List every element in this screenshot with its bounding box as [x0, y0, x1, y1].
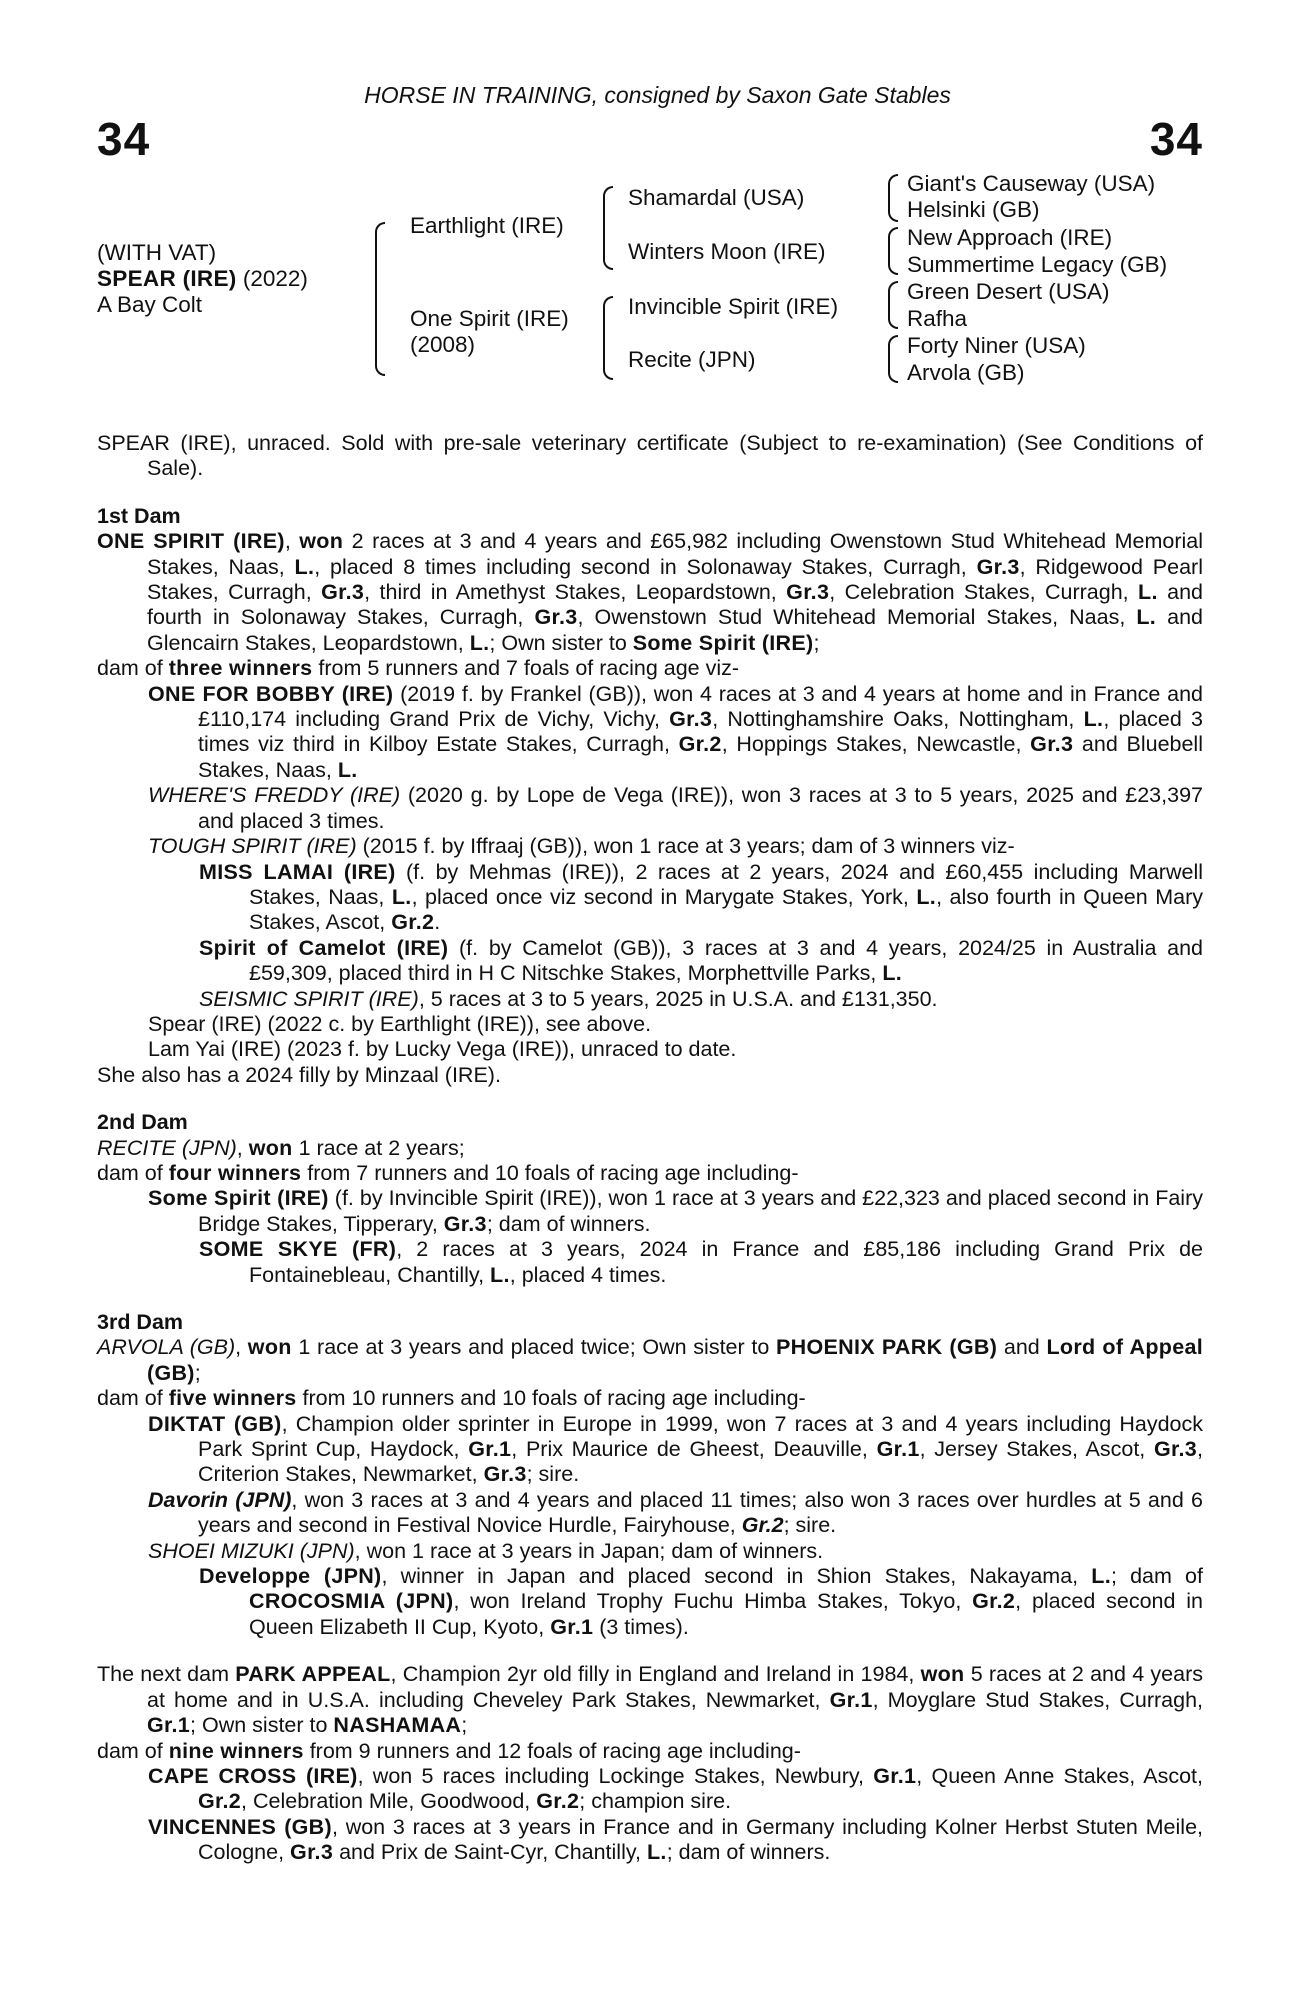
- winners-count: three winners: [168, 656, 313, 681]
- text: (2019 f. by Frankel (GB)), won 4 races at 3 and 4 years at home and in France and £110,174 including Grand Prix de Vichy, Vichy,: [198, 681, 1203, 732]
- gg-5: Green Desert (USA): [907, 279, 1110, 304]
- text: .: [434, 910, 441, 935]
- text: , also fourth in Queen Mary Stakes, Ascot,: [249, 884, 1203, 935]
- next-dam-produce-summary: [97, 1739, 1203, 1764]
- group-badge: Gr.3: [1030, 732, 1074, 757]
- group-badge: Gr.3: [534, 605, 578, 630]
- gg-8: Arvola (GB): [907, 360, 1025, 385]
- horse-name: SPEAR (IRE): [97, 266, 237, 291]
- text: and Bluebell Stakes, Naas,: [198, 732, 1203, 782]
- second-dam-name: RECITE (JPN): [97, 1135, 237, 1160]
- text: dam of: [97, 1160, 169, 1185]
- brace-gg4: [888, 335, 898, 383]
- progeny-name: SHOEI MIZUKI (JPN): [148, 1538, 355, 1563]
- progeny-one-for-bobby: [97, 682, 1203, 784]
- winners-count: five winners: [168, 1386, 297, 1411]
- listed-badge: L.: [916, 884, 937, 909]
- won-label: won: [247, 1335, 292, 1360]
- second-dam-produce-summary: [97, 1161, 1203, 1186]
- horse-description: A Bay Colt: [97, 292, 203, 317]
- third-dam-heading: 3rd Dam: [97, 1310, 184, 1334]
- horse-name-line: [97, 266, 308, 292]
- brace-sire: [603, 186, 613, 270]
- gg-3: New Approach (IRE): [907, 225, 1113, 250]
- listed-badge: L.: [646, 1840, 667, 1865]
- text: , Jersey Stakes, Ascot,: [919, 1437, 1154, 1462]
- text: , third in Amethyst Stakes, Leopardstown,: [364, 580, 787, 605]
- text: ;: [194, 1360, 201, 1385]
- text: (2015 f. by Iffraaj (GB)), won 1 race at 3 years; dam of 3 winners viz-: [356, 834, 1015, 859]
- sibling-name: Lord of Appeal (GB): [147, 1335, 1203, 1385]
- second-dam-heading: 2nd Dam: [97, 1110, 188, 1135]
- group-badge: Gr.2: [741, 1513, 784, 1538]
- text: , won Ireland Trophy Fuchu Himba Stakes, Tokyo,: [453, 1589, 973, 1614]
- progeny-name: ONE FOR BOBBY (IRE): [148, 681, 394, 706]
- first-dam-produce-summary: [97, 656, 1203, 681]
- text: , Champion older sprinter in Europe in 1999, won 7 races at 3 and 4 years including Haydock Park Sprint Cup, Haydock,: [198, 1411, 1203, 1462]
- text: , 5 races at 3 to 5 years, 2025 in U.S.A. and £131,350.: [418, 986, 938, 1011]
- text: (f. by Camelot (GB)), 3 races at 3 and 4 years, 2024/25 in Australia and £59,309, placed third in H C Nitschke Stakes, Morphettville Parks,: [249, 935, 1203, 986]
- group-badge: Gr.2: [198, 1789, 242, 1814]
- progeny-name: TOUGH SPIRIT (IRE): [148, 834, 357, 859]
- listed-badge: L.: [294, 554, 315, 579]
- lot-number-right: 34: [1149, 113, 1203, 165]
- progeny-davorin: [97, 1488, 1203, 1539]
- third-dam-produce-summary: [97, 1386, 1203, 1411]
- listed-badge: L.: [1083, 707, 1104, 732]
- gg-6: Rafha: [907, 306, 968, 331]
- text: The next dam: [97, 1662, 236, 1687]
- text: ;: [813, 630, 820, 655]
- text: 5 races at 2 and 4 years at home and in U.S.A. including Cheveley Park Stakes, Newmarket,: [147, 1662, 1203, 1712]
- dam-year: (2008): [410, 332, 476, 357]
- listed-badge: L.: [882, 961, 903, 986]
- progeny-vincennes: [97, 1815, 1203, 1866]
- gg-2: Helsinki (GB): [907, 197, 1040, 222]
- progeny-name: SOME SKYE (FR): [199, 1237, 397, 1262]
- text: , Celebration Stakes, Curragh,: [829, 580, 1139, 605]
- text: , placed 3 times viz third in Kilboy Estate Stakes, Curragh,: [198, 707, 1203, 757]
- text: dam of: [97, 1738, 169, 1763]
- dam-dam: Recite (JPN): [628, 347, 756, 372]
- text: , Prix Maurice de Gheest, Deauville,: [511, 1437, 877, 1462]
- text: , placed 8 times including second in Solonaway Stakes, Curragh,: [314, 554, 977, 579]
- group-badge: Gr.3: [669, 707, 713, 732]
- brace-gg2: [888, 227, 898, 275]
- grandprogeny-seismic-spirit: [97, 987, 1203, 1012]
- text: , won 1 race at 3 years in Japan; dam of winners.: [354, 1538, 824, 1563]
- group-badge: Gr.3: [483, 1462, 527, 1487]
- group-badge: Gr.2: [536, 1789, 580, 1814]
- brace-gg3: [888, 281, 898, 329]
- text: (f. by Invincible Spirit (IRE)), won 1 race at 3 years and £22,323 and placed second in Fairy Bridge Stakes, Tipperary,: [198, 1186, 1203, 1236]
- gg-1: Giant's Causeway (USA): [907, 171, 1156, 196]
- text: ; Own sister to: [190, 1713, 334, 1738]
- horse-year: (2022): [242, 266, 308, 291]
- text: , Champion 2yr old filly in England and Ireland in 1984,: [390, 1662, 921, 1687]
- consignor-header: HORSE IN TRAINING, consigned by Saxon Gate Stables: [364, 82, 951, 108]
- text: , Ridgewood Pearl Stakes, Curragh,: [147, 554, 1203, 605]
- grandprogeny-some-skye: [97, 1237, 1203, 1288]
- group-badge: Gr.1: [147, 1713, 191, 1738]
- text: and: [997, 1335, 1047, 1360]
- text: , winner in Japan and placed second in Shion Stakes, Nakayama,: [381, 1564, 1092, 1589]
- sire-dam: Winters Moon (IRE): [628, 239, 826, 264]
- text: ; dam of: [1111, 1564, 1203, 1589]
- first-dam-paragraph: ONE SPIRIT (IRE), won 2 races at 3 and 4 years and £65,982 including Owenstown Stud Whitehead Memorial Stakes, Naas, L., placed 8 times including second in Solonaway Stakes, Curragh, Gr.3, Ridgewood Pearl Stakes, Curragh, Gr.3, third in Amethyst Stakes, Leopardstown, Gr.3, Celebration Stakes, Curragh, L. and fourth in Solonaway Stakes, Curragh, Gr.3, Owenstown Stud Whitehead Memorial Stakes, Naas, L. and Glencairn Stakes, Leopardstown, L.; Own sister to Some Spirit (IRE);: [97, 529, 1204, 655]
- group-badge: Gr.1: [550, 1614, 594, 1639]
- text: ; dam of winners.: [666, 1840, 831, 1865]
- text: ; sire.: [526, 1462, 580, 1487]
- first-dam-name: ONE SPIRIT (IRE): [97, 529, 285, 554]
- third-dam-paragraph: ARVOLA (GB), won 1 race at 3 years and placed twice; Own sister to PHOENIX PARK (GB) and Lord of Appeal (GB);: [97, 1335, 1203, 1385]
- text: (2020 g. by Lope de Vega (IRE)), won 3 races at 3 to 5 years, 2025 and £23,397 and placed 3 times.: [198, 783, 1203, 833]
- listed-badge: L.: [391, 884, 412, 909]
- text: , Criterion Stakes, Newmarket,: [198, 1437, 1203, 1487]
- dam-sire: Invincible Spirit (IRE): [628, 294, 839, 319]
- text: ; sire.: [783, 1513, 837, 1538]
- dam: One Spirit (IRE): [410, 306, 569, 331]
- progeny-name: Some Spirit (IRE): [148, 1186, 329, 1211]
- progeny-name: CAPE CROSS (IRE): [148, 1763, 358, 1788]
- text: , Celebration Mile, Goodwood,: [241, 1789, 537, 1814]
- lot-number-left: 34: [97, 113, 151, 165]
- text: from 9 runners and 12 foals of racing age including-: [303, 1738, 801, 1763]
- progeny-name: VINCENNES (GB): [148, 1814, 332, 1839]
- text: ;: [461, 1713, 468, 1738]
- brace-gg1: [888, 174, 898, 222]
- progeny-name: WHERE'S FREDDY (IRE): [148, 783, 401, 808]
- group-badge: Gr.3: [290, 1840, 334, 1865]
- progeny-name: Davorin (JPN): [148, 1487, 292, 1512]
- text: , won 3 races at 3 and 4 years and placed 11 times; also won 3 races over hurdles at 5 and 6 years and second in Festival Novice Hurdle, Fairyhouse,: [198, 1487, 1203, 1538]
- text: dam of: [97, 656, 169, 681]
- group-badge: Gr.3: [321, 580, 365, 605]
- brace-main: [375, 222, 385, 376]
- listed-badge: L.: [1138, 580, 1158, 605]
- first-dam-heading: 1st Dam: [97, 503, 181, 528]
- text: (f. by Mehmas (IRE)), 2 races at 2 years, 2024 and £60,455 including Marwell Stakes, Naas,: [249, 859, 1203, 909]
- progeny-lam-yai: Lam Yai (IRE) (2023 f. by Lucky Vega (IRE)), unraced to date.: [148, 1037, 737, 1062]
- text: , placed once viz second in Marygate Stakes, York,: [411, 884, 917, 909]
- winners-count: nine winners: [168, 1738, 304, 1763]
- next-dam-name: PARK APPEAL: [235, 1662, 391, 1687]
- group-badge: Gr.3: [443, 1211, 487, 1236]
- text: ; Own sister to: [489, 630, 633, 655]
- won-label: won: [299, 529, 344, 554]
- sister-name: Some Spirit (IRE): [632, 630, 814, 655]
- next-dam-paragraph: [97, 1662, 1203, 1738]
- progeny-diktat: [97, 1412, 1203, 1488]
- sibling-name: NASHAMAA: [333, 1713, 462, 1738]
- third-dam-name: ARVOLA (GB): [97, 1335, 236, 1360]
- group-badge: Gr.1: [873, 1763, 917, 1788]
- text: from 5 runners and 7 foals of racing age viz-: [312, 656, 740, 681]
- listed-badge: L.: [490, 1262, 510, 1287]
- won-label: won: [248, 1135, 293, 1160]
- group-badge: Gr.2: [678, 732, 722, 757]
- listed-badge: L.: [337, 757, 358, 782]
- group-badge: Gr.2: [972, 1589, 1016, 1614]
- page-body: [97, 431, 1203, 1866]
- text: 1 race at 3 years and placed twice; Own sister to: [291, 1335, 776, 1360]
- sire-sire: Shamardal (USA): [628, 185, 805, 210]
- progeny-some-spirit: [97, 1186, 1203, 1237]
- progeny-shoei-mizuki: [97, 1539, 1203, 1564]
- text: , won 5 races including Lockinge Stakes, Newbury,: [357, 1763, 874, 1788]
- intro-paragraph: SPEAR (IRE), unraced. Sold with pre-sale veterinary certificate (Subject to re-examination) (See Conditions of Sale).: [97, 431, 1203, 481]
- text: , won 3 races at 3 years in France and in Germany including Kolner Herbst Stuten Meile, Cologne,: [198, 1814, 1203, 1865]
- text: from 10 runners and 10 foals of racing age including-: [296, 1386, 806, 1411]
- text: , Nottinghamshire Oaks, Nottingham,: [712, 707, 1084, 732]
- progeny-tough-spirit: [97, 834, 1203, 859]
- grandprogeny-spirit-of-camelot: [97, 936, 1203, 987]
- text: 1 race at 2 years;: [292, 1135, 465, 1160]
- listed-badge: L.: [469, 630, 490, 655]
- progeny-name: DIKTAT (GB): [148, 1411, 282, 1436]
- progeny-name: CROCOSMIA (JPN): [249, 1589, 454, 1614]
- text: and fourth in Solonaway Stakes, Curragh,: [147, 580, 1204, 630]
- text: 2 races at 3 and 4 years and £65,982 including Owenstown Stud Whitehead Memorial Stakes, Naas,: [147, 529, 1203, 579]
- text: , Owenstown Stud Whitehead Memorial Stakes, Naas,: [577, 605, 1137, 630]
- also-has-note: She also has a 2024 filly by Minzaal (IRE).: [97, 1062, 501, 1087]
- text: , 2 races at 3 years, 2024 in France and £85,186 including Grand Prix de Fontainebleau, Chantilly,: [249, 1237, 1203, 1287]
- group-badge: Gr.3: [786, 580, 830, 605]
- listed-badge: L.: [1091, 1564, 1111, 1589]
- text: ; champion sire.: [579, 1789, 732, 1814]
- progeny-name: MISS LAMAI (IRE): [199, 859, 396, 884]
- text: , Moyglare Stud Stakes, Curragh,: [872, 1687, 1203, 1712]
- group-badge: Gr.2: [391, 910, 435, 935]
- grandprogeny-miss-lamai: [97, 860, 1203, 936]
- group-badge: Gr.1: [876, 1437, 920, 1462]
- section-gap: [97, 1640, 1203, 1662]
- gg-7: Forty Niner (USA): [907, 333, 1086, 358]
- won-label: won: [920, 1662, 965, 1687]
- text: ; dam of winners.: [486, 1211, 651, 1236]
- text: , placed 4 times.: [509, 1262, 667, 1287]
- group-badge: Gr.1: [829, 1687, 873, 1712]
- progeny-wheres-freddy: [97, 783, 1203, 834]
- text: and Prix de Saint-Cyr, Chantilly,: [333, 1840, 647, 1865]
- progeny-name: Spirit of Camelot (IRE): [199, 935, 449, 960]
- sibling-name: PHOENIX PARK (GB): [776, 1335, 998, 1360]
- text: (3 times).: [593, 1614, 689, 1639]
- text: , Hoppings Stakes, Newcastle,: [721, 732, 1031, 757]
- brace-dam: [603, 296, 613, 380]
- progeny-name: SEISMIC SPIRIT (IRE): [199, 986, 419, 1011]
- text: and Glencairn Stakes, Leopardstown,: [147, 605, 1204, 655]
- gg-4: Summertime Legacy (GB): [907, 252, 1168, 277]
- listed-badge: L.: [1136, 605, 1157, 630]
- progeny-spear: Spear (IRE) (2022 c. by Earthlight (IRE)), see above.: [148, 1011, 652, 1036]
- progeny-name: Developpe (JPN): [199, 1564, 382, 1589]
- text: , placed second in Queen Elizabeth II Cup, Kyoto,: [249, 1589, 1203, 1639]
- progeny-cape-cross: [97, 1764, 1203, 1815]
- winners-count: four winners: [168, 1160, 302, 1185]
- group-badge: Gr.3: [976, 554, 1020, 579]
- grandprogeny-developpe: [97, 1564, 1203, 1640]
- sire: Earthlight (IRE): [410, 213, 564, 238]
- second-dam-paragraph: RECITE (JPN), won 1 race at 2 years;: [97, 1135, 465, 1160]
- group-badge: Gr.1: [468, 1437, 512, 1462]
- vat-label: (WITH VAT): [97, 240, 217, 265]
- text: dam of: [97, 1386, 169, 1411]
- text: , Queen Anne Stakes, Ascot,: [916, 1763, 1203, 1788]
- text: from 7 runners and 10 foals of racing age including-: [301, 1160, 799, 1185]
- group-badge: Gr.3: [1153, 1437, 1198, 1462]
